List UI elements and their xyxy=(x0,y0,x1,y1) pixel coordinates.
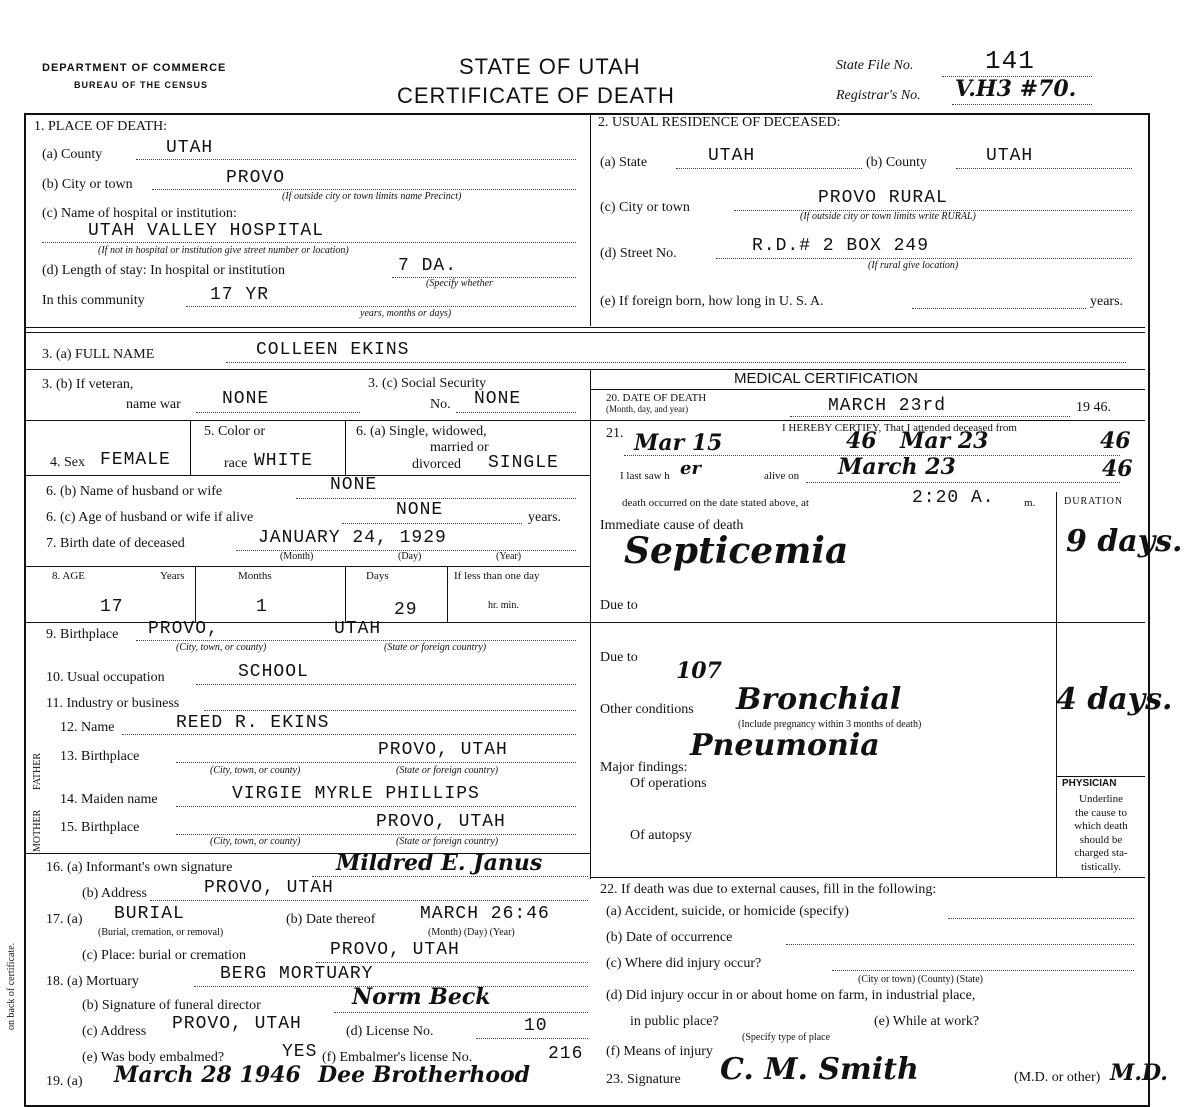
res-city-note: (If outside city or town limits write RURAL) xyxy=(800,211,976,222)
where-label: (c) Where did injury occur? xyxy=(606,956,762,971)
burial-date-label: (b) Date thereof xyxy=(286,912,376,927)
registrar-label: Registrar's No. xyxy=(836,88,921,103)
dod-label: 20. DATE OF DEATH xyxy=(606,392,707,404)
birthdate-value: JANUARY 24, 1929 xyxy=(258,528,447,548)
due2-label: Due to xyxy=(600,650,638,665)
res-state-label: (a) State xyxy=(600,155,648,170)
attended-to-year: 46 xyxy=(1100,428,1131,454)
hr-min: hr. min. xyxy=(488,600,519,611)
bp-city-note: (City, town, or county) xyxy=(176,642,267,653)
mother-name-label: 14. Maiden name xyxy=(60,792,158,807)
dept-label: DEPARTMENT OF COMMERCE xyxy=(42,62,227,74)
physician-note-line: tistically. xyxy=(1081,860,1121,873)
less-label: If less than one day xyxy=(454,570,540,582)
mortuary-address: PROVO, UTAH xyxy=(172,1014,302,1034)
father-bp-value: PROVO, UTAH xyxy=(378,740,508,760)
other-cause-2: Pneumonia xyxy=(690,728,880,763)
mother-bp-value: PROVO, UTAH xyxy=(376,812,506,832)
where-note: (City or town) (County) (State) xyxy=(858,974,983,985)
veteran-label: 3. (b) If veteran, xyxy=(42,377,134,392)
registrar-number: V.H3 #70. xyxy=(955,76,1077,102)
father-name-value: REED R. EKINS xyxy=(176,713,330,733)
birthplace-state: UTAH xyxy=(334,619,382,639)
race-value: WHITE xyxy=(254,451,314,471)
physician-note-line: should be xyxy=(1079,833,1123,846)
residence-heading: 2. USUAL RESIDENCE OF DECEASED: xyxy=(598,115,841,130)
res-county-value: UTAH xyxy=(986,146,1034,166)
burial-note: (Burial, cremation, or removal) xyxy=(98,927,224,938)
immediate-cause: Septicemia xyxy=(624,530,849,572)
marital-label: 6. (a) Single, widowed, xyxy=(356,424,487,439)
row19-signature: Dee Brotherhood xyxy=(318,1062,531,1088)
marital-label-3: divorced xyxy=(412,457,461,472)
physician-note-line: the cause to xyxy=(1075,806,1127,819)
stay-value: 7 DA. xyxy=(398,256,458,276)
operations-label: Of operations xyxy=(630,776,707,791)
birthplace-label: 9. Birthplace xyxy=(46,627,119,642)
sex-label: 4. Sex xyxy=(50,455,85,470)
occupation-label: 10. Usual occupation xyxy=(46,670,165,685)
attended-from: Mar 15 xyxy=(634,430,723,456)
fullname-label: 3. (a) FULL NAME xyxy=(42,347,155,362)
community-label: In this community xyxy=(42,293,145,308)
md-label: (M.D. or other) xyxy=(1014,1070,1101,1085)
occupation-value: SCHOOL xyxy=(238,662,309,682)
public-label: in public place? xyxy=(630,1014,719,1029)
burial-label: 17. (a) xyxy=(46,912,83,927)
last-saw-year: 46 xyxy=(1102,456,1133,482)
res-city-value: PROVO RURAL xyxy=(818,188,948,208)
color-label: 5. Color or xyxy=(204,424,266,439)
md-value: M.D. xyxy=(1110,1060,1168,1086)
veteran-label-2: name war xyxy=(126,397,181,412)
father-bp-label: 13. Birthplace xyxy=(60,749,140,764)
embalmer-license-value: 216 xyxy=(548,1044,584,1064)
physician-note-line: charged sta- xyxy=(1074,847,1128,859)
res-city-label: (c) City or town xyxy=(600,200,690,215)
occurrence-label: (b) Date of occurrence xyxy=(606,930,733,945)
burial-value: BURIAL xyxy=(114,904,185,924)
father-bp-city-note: (City, town, or county) xyxy=(210,765,301,776)
age-days-value: 29 xyxy=(394,600,418,620)
n21-label: 21. xyxy=(606,426,624,441)
spouse-age-label: 6. (c) Age of husband or wife if alive xyxy=(46,510,254,525)
row19-label: 19. (a) xyxy=(46,1074,83,1089)
marital-label-2: married or xyxy=(430,440,489,455)
informant-signature: Mildred E. Janus xyxy=(336,850,543,876)
dod-year: 19 46. xyxy=(1076,400,1111,415)
ss-label-2: No. xyxy=(430,397,451,412)
embalmer-license-label: (f) Embalmer's license No. xyxy=(322,1050,473,1065)
external-label: 22. If death was due to external causes, fill in the following: xyxy=(600,882,937,897)
due1-label: Due to xyxy=(600,598,638,613)
city-note: (If outside city or town limits name Precinct) xyxy=(282,191,462,202)
home-label: (d) Did injury occur in or about home on farm, in industrial place, xyxy=(606,988,976,1003)
informant-label: 16. (a) Informant's own signature xyxy=(46,860,233,875)
mother-bp-city-note: (City, town, or county) xyxy=(210,836,301,847)
signature-label: 23. Signature xyxy=(606,1072,681,1087)
hospital-note: (If not in hospital or institution give street number or location) xyxy=(98,245,349,256)
bureau-label: BUREAU OF THE CENSUS xyxy=(74,80,209,90)
informant-address-label: (b) Address xyxy=(82,886,147,901)
attended-from-year: 46 xyxy=(846,428,877,454)
specify-note: (Specify whether xyxy=(426,278,493,289)
row19-date: March 28 1946 xyxy=(114,1062,301,1088)
res-state-value: UTAH xyxy=(708,146,756,166)
physician-note xyxy=(1062,793,1140,874)
mother-bp-state-note: (State or foreign country) xyxy=(396,836,499,847)
mortuary-value: BERG MORTUARY xyxy=(220,964,374,984)
industry-label: 11. Industry or business xyxy=(46,696,180,711)
street-value: R.D.# 2 BOX 249 xyxy=(752,236,930,256)
hospital-value: UTAH VALLEY HOSPITAL xyxy=(88,221,325,241)
street-note: (If rural give location) xyxy=(868,260,959,271)
license-label: (d) License No. xyxy=(346,1024,434,1039)
last-saw-value: March 23 xyxy=(838,454,956,480)
physician-label: PHYSICIAN xyxy=(1062,778,1117,789)
marital-value: SINGLE xyxy=(488,453,559,473)
mortuary-address-label: (c) Address xyxy=(82,1024,147,1039)
file-number: 141 xyxy=(985,46,1035,76)
year-note: (Year) xyxy=(496,551,522,562)
day-note: (Day) xyxy=(398,551,422,562)
age-label: 8. AGE xyxy=(52,570,85,582)
birthdate-label: 7. Birth date of deceased xyxy=(46,536,185,551)
immediate-label: Immediate cause of death xyxy=(600,518,744,533)
race-label: race xyxy=(224,456,248,471)
ymd-note: years, months or days) xyxy=(360,308,452,319)
informant-address: PROVO, UTAH xyxy=(204,878,334,898)
month-note: (Month) xyxy=(280,551,314,562)
foreign-years: years. xyxy=(1090,294,1124,309)
director-signature: Norm Beck xyxy=(352,984,491,1010)
county-label: (a) County xyxy=(42,147,103,162)
other-cause-1: Bronchial xyxy=(736,682,902,717)
ss-value: NONE xyxy=(474,389,522,409)
physician-note-line: which death xyxy=(1074,820,1128,832)
hospital-label: (c) Name of hospital or institution: xyxy=(42,206,237,221)
sex-value: FEMALE xyxy=(100,450,171,470)
dod-note: (Month, day, and year) xyxy=(606,404,689,414)
duration-label: DURATION xyxy=(1064,496,1124,507)
bp-state-note: (State or foreign country) xyxy=(384,642,487,653)
burial-place: PROVO, UTAH xyxy=(330,940,460,960)
occurred-label: death occurred on the date stated above, at xyxy=(622,497,809,509)
ss-label: 3. (c) Social Security xyxy=(368,376,487,391)
res-county-label: (b) County xyxy=(866,155,928,170)
other-duration: 4 days. xyxy=(1056,682,1173,717)
stay-label: (d) Length of stay: In hospital or institution xyxy=(42,263,286,278)
file-label: State File No. xyxy=(836,58,914,73)
immediate-duration: 9 days. xyxy=(1066,524,1183,559)
father-name-label: 12. Name xyxy=(60,720,115,735)
certify-text: I HEREBY CERTIFY, That I attended deceased from xyxy=(782,422,1017,434)
place-heading: 1. PLACE OF DEATH: xyxy=(34,119,168,134)
father-side-label: FATHER xyxy=(32,752,43,790)
attended-to: Mar 23 xyxy=(900,428,989,454)
physician-signature: C. M. Smith xyxy=(720,1052,919,1087)
last-saw-sex: er xyxy=(680,458,701,479)
spouse-age-years: years. xyxy=(528,510,562,525)
embalmed-value: YES xyxy=(282,1042,318,1062)
age-years-value: 17 xyxy=(100,597,124,617)
fullname-value: COLLEEN EKINS xyxy=(256,340,410,360)
alive-on-label: alive on xyxy=(764,470,800,482)
license-value: 10 xyxy=(524,1016,548,1036)
last-saw-label: I last saw h xyxy=(620,470,670,482)
accident-label: (a) Accident, suicide, or homicide (specify) xyxy=(606,904,849,919)
mother-bp-label: 15. Birthplace xyxy=(60,820,140,835)
death-time: 2:20 A. xyxy=(912,488,995,508)
means-note: (Specify type of place xyxy=(742,1032,831,1043)
veteran-value: NONE xyxy=(222,389,270,409)
m-label: m. xyxy=(1024,497,1036,509)
mother-side-label: MOTHER xyxy=(32,809,43,852)
state-title: STATE OF UTAH xyxy=(459,54,641,79)
director-label: (b) Signature of funeral director xyxy=(82,998,261,1013)
due2-value: 107 xyxy=(676,658,722,684)
dod-value: MARCH 23rd xyxy=(828,396,947,416)
spouse-value: NONE xyxy=(330,475,378,495)
age-days-label: Days xyxy=(366,570,389,582)
foreign-label: (e) If foreign born, how long in U. S. A. xyxy=(600,294,824,309)
mdy-note: (Month) (Day) (Year) xyxy=(428,927,515,938)
father-bp-state-note: (State or foreign country) xyxy=(396,765,499,776)
pregnancy-note: (Include pregnancy within 3 months of death) xyxy=(738,719,922,730)
age-months-label: Months xyxy=(238,570,272,582)
birthplace-city: PROVO, xyxy=(148,619,219,639)
medical-heading: MEDICAL CERTIFICATION xyxy=(734,370,918,387)
city-label: (b) City or town xyxy=(42,177,133,192)
mortuary-label: 18. (a) Mortuary xyxy=(46,974,139,989)
street-label: (d) Street No. xyxy=(600,246,677,261)
autopsy-label: Of autopsy xyxy=(630,828,692,843)
work-label: (e) While at work? xyxy=(874,1014,980,1029)
mother-name-value: VIRGIE MYRLE PHILLIPS xyxy=(232,784,480,804)
major-findings-label: Major findings: xyxy=(600,760,688,775)
other-label: Other conditions xyxy=(600,702,694,717)
burial-place-label: (c) Place: burial or cremation xyxy=(82,948,247,963)
age-months-value: 1 xyxy=(256,597,268,617)
age-years-label: Years xyxy=(160,570,185,582)
means-label: (f) Means of injury xyxy=(606,1044,713,1059)
county-value: UTAH xyxy=(166,138,214,158)
city-value: PROVO xyxy=(226,168,286,188)
burial-date-value: MARCH 26:46 xyxy=(420,904,550,924)
embalmed-label: (e) Was body embalmed? xyxy=(82,1050,225,1065)
certificate-title: CERTIFICATE OF DEATH xyxy=(397,83,675,108)
margin-note: on back of certificate. xyxy=(6,942,17,1030)
physician-note-line: Underline xyxy=(1079,793,1123,805)
spouse-label: 6. (b) Name of husband or wife xyxy=(46,484,223,499)
spouse-age-value: NONE xyxy=(396,500,444,520)
community-value: 17 YR xyxy=(210,285,270,305)
